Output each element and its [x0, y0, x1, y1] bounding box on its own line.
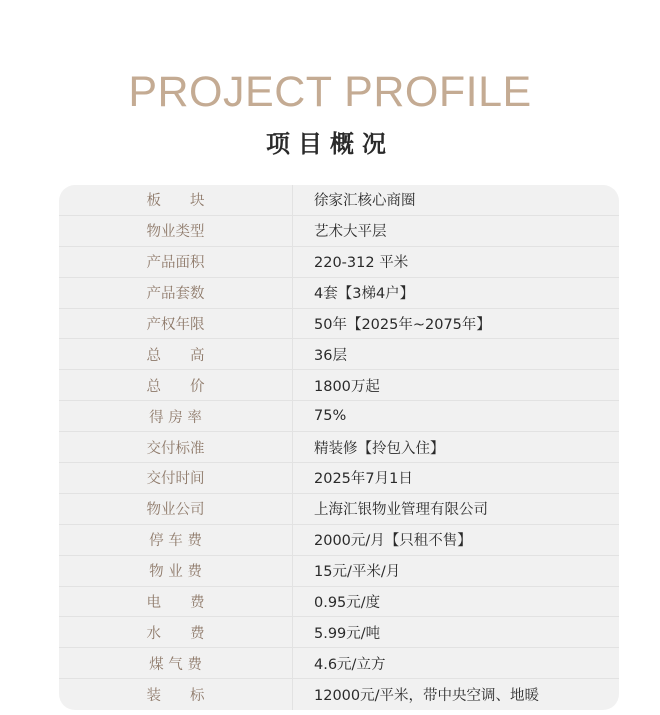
table-row	[59, 463, 619, 494]
row-label: 产权年限	[59, 309, 293, 339]
row-value: 2000元/月【只租不售】	[314, 533, 472, 550]
row-label: 得 房 率	[59, 401, 293, 431]
row-value: 36层	[314, 347, 347, 364]
row-value: 15元/平米/月	[314, 564, 401, 581]
row-label: 交付时间	[59, 463, 293, 493]
row-label: 物业类型	[59, 216, 293, 246]
row-label: 物 业 费	[59, 556, 293, 586]
row-value: 4套【3梯4户】	[314, 286, 415, 303]
page-title-english: PROJECT PROFILE	[128, 68, 532, 116]
row-label: 装 标	[59, 679, 293, 710]
table-row	[59, 247, 619, 278]
row-value: 50年【2025年~2075年】	[314, 317, 491, 333]
table-row	[59, 648, 619, 679]
table-row	[59, 309, 619, 340]
table-row	[59, 587, 619, 618]
row-label: 电 费	[59, 587, 293, 617]
table-row	[59, 401, 619, 432]
row-label: 总 高	[59, 339, 293, 369]
table-row	[59, 339, 619, 370]
row-value: 艺术大平层	[314, 224, 387, 241]
row-value: 徐家汇核心商圈	[314, 193, 416, 210]
table-row	[59, 370, 619, 401]
row-value: 2025年7月1日	[314, 471, 413, 488]
project-profile-table	[59, 185, 619, 710]
row-label: 停 车 费	[59, 525, 293, 555]
row-value: 12000元/平米，带中央空调、地暖	[314, 688, 540, 705]
table-row	[59, 278, 619, 309]
row-value: 5.99元/吨	[314, 625, 381, 642]
table-row	[59, 185, 619, 216]
row-label: 物业公司	[59, 494, 293, 524]
row-label: 煤 气 费	[59, 648, 293, 678]
row-label: 水 费	[59, 617, 293, 647]
table-row	[59, 432, 619, 463]
row-value: 220-312 平米	[314, 255, 409, 272]
row-label: 产品面积	[59, 247, 293, 277]
row-value: 精装修【拎包入住】	[314, 440, 445, 457]
row-label: 总 价	[59, 370, 293, 400]
table-row	[59, 679, 619, 710]
row-value: 75%	[314, 408, 347, 425]
row-value: 0.95元/度	[314, 595, 381, 612]
page-title-chinese: 项目概况	[266, 130, 394, 158]
table-row	[59, 556, 619, 587]
row-value: 4.6元/立方	[314, 656, 386, 673]
table-row	[59, 525, 619, 556]
table-row	[59, 216, 619, 247]
table-row	[59, 494, 619, 525]
row-value: 1800万起	[314, 378, 380, 395]
row-label: 交付标准	[59, 432, 293, 462]
row-label: 产品套数	[59, 278, 293, 308]
table-row	[59, 617, 619, 648]
row-value: 上海汇银物业管理有限公司	[314, 502, 488, 519]
row-label: 板 块	[59, 185, 293, 215]
